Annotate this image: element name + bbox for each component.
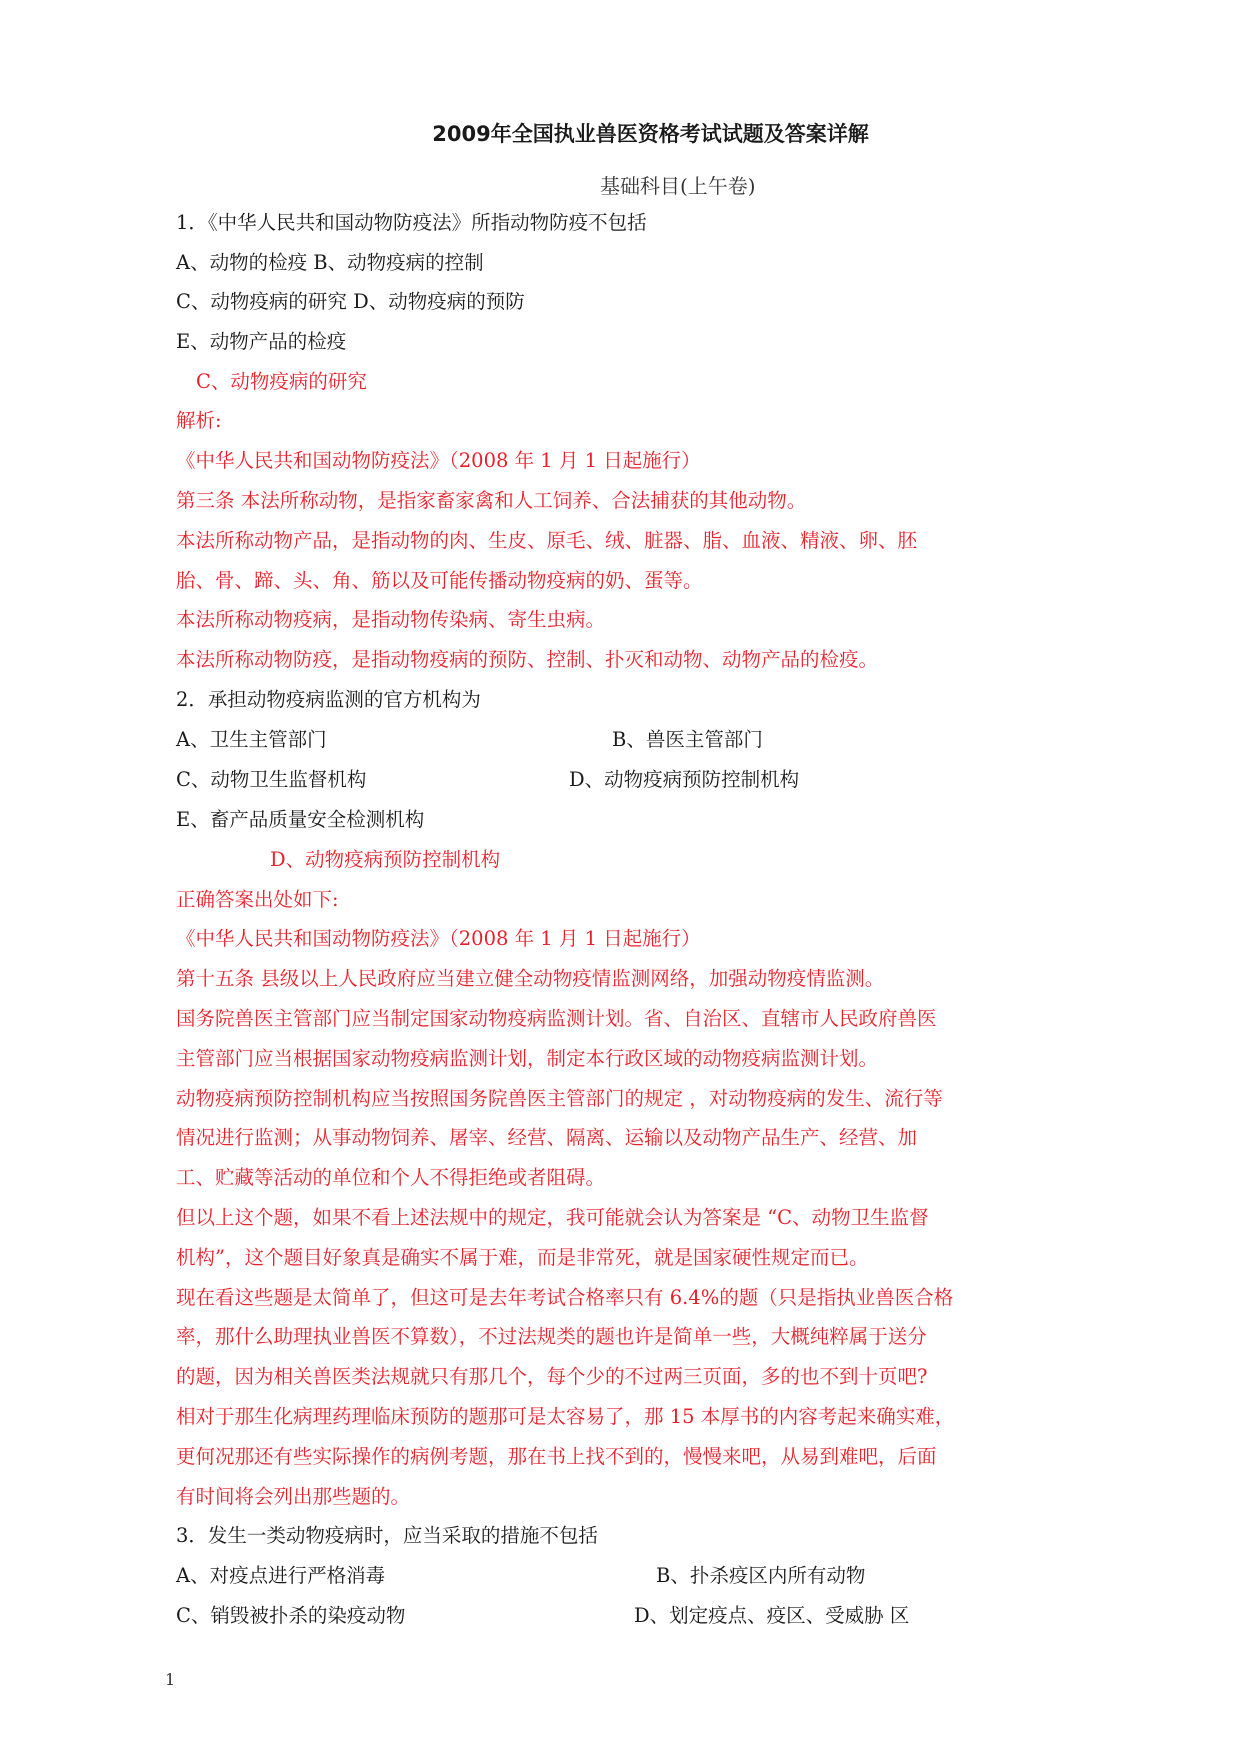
q2-text-3: 主管部门应当根据国家动物疫病监测计划，制定本行政区域的动物疫病监测计划。 — [176, 1047, 879, 1070]
question-3: 3．发生一类动物疫病时，应当采取的措施不包括 — [176, 1524, 598, 1547]
q2-option-c: C、动物卫生监督机构 — [176, 768, 367, 791]
document-subtitle: 基础科目(上午卷) — [600, 174, 756, 198]
q2-option-b: B、兽医主管部门 — [612, 728, 763, 751]
q1-text-3: 胎、骨、蹄、头、角、筋以及可能传播动物疫病的奶、蛋等。 — [176, 569, 703, 592]
q2-law-title: 《中华人民共和国动物防疫法》（2008 年 1 月 1 日起施行） — [176, 927, 701, 950]
q1-text-5: 本法所称动物防疫，是指动物疫病的预防、控制、扑灭和动物、动物产品的检疫。 — [176, 648, 879, 671]
q1-law-title: 《中华人民共和国动物防疫法》（2008 年 1 月 1 日起施行） — [176, 449, 701, 472]
question-1: 1．《中华人民共和国动物防疫法》所指动物防疫不包括 — [176, 211, 647, 234]
document-title: 2009年全国执业兽医资格考试试题及答案详解 — [432, 122, 869, 146]
q2-answer: D、动物疫病预防控制机构 — [270, 848, 501, 871]
q1-text-4: 本法所称动物疫病，是指动物传染病、寄生虫病。 — [176, 608, 606, 631]
q1-option-e: E、动物产品的检疫 — [176, 330, 347, 353]
q3-option-d: D、划定疫点、疫区、受威胁 区 — [634, 1604, 910, 1627]
q2-text-4: 动物疫病预防控制机构应当按照国务院兽医主管部门的规定 ，对动物疫病的发生、流行等 — [176, 1087, 943, 1110]
q1-options-ab: A、动物的检疫 B、动物疫病的控制 — [176, 251, 484, 274]
q1-answer: C、动物疫病的研究 — [196, 370, 367, 393]
q2-text-6: 工、贮藏等活动的单位和个人不得拒绝或者阻碍。 — [176, 1166, 606, 1189]
q2-text-1: 第十五条 县级以上人民政府应当建立健全动物疫情监测网络，加强动物疫情监测。 — [176, 967, 885, 990]
q2-text-14: 有时间将会列出那些题的。 — [176, 1485, 411, 1508]
q2-option-e: E、畜产品质量安全检测机构 — [176, 808, 425, 831]
q2-text-9: 现在看这些题是太简单了，但这可是去年考试合格率只有 6.4%的题（只是指执业兽医合格 — [176, 1286, 954, 1309]
q2-source-label: 正确答案出处如下: — [176, 888, 339, 911]
q2-text-11: 的题，因为相关兽医类法规就只有那几个，每个少的不过两三页面，多的也不到十页吧? — [176, 1365, 928, 1388]
q1-text-2: 本法所称动物产品，是指动物的肉、生皮、原毛、绒、脏器、脂、血液、精液、卵、胚 — [176, 529, 918, 552]
question-2: 2．承担动物疫病监测的官方机构为 — [176, 688, 481, 711]
q2-text-7: 但以上这个题，如果不看上述法规中的规定，我可能就会认为答案是 “C、动物卫生监督 — [176, 1206, 929, 1229]
q2-text-12: 相对于那生化病理药理临床预防的题那可是太容易了，那 15 本厚书的内容考起来确实难， — [176, 1405, 955, 1428]
q2-text-2: 国务院兽医主管部门应当制定国家动物疫病监测计划。省、自治区、直辖市人民政府兽医 — [176, 1007, 937, 1030]
q1-text-1: 第三条 本法所称动物，是指家畜家禽和人工饲养、合法捕获的其他动物。 — [176, 489, 807, 512]
page-number: 1 — [165, 1670, 176, 1689]
q2-text-13: 更何况那还有些实际操作的病例考题，那在书上找不到的，慢慢来吧，从易到难吧，后面 — [176, 1445, 937, 1468]
q2-option-a: A、卫生主管部门 — [176, 728, 327, 751]
q3-option-c: C、销毁被扑杀的染疫动物 — [176, 1604, 406, 1627]
q3-option-b: B、扑杀疫区内所有动物 — [656, 1564, 866, 1587]
q3-option-a: A、对疫点进行严格消毒 — [176, 1564, 386, 1587]
q1-analysis-label: 解析: — [176, 409, 222, 432]
q2-option-d: D、动物疫病预防控制机构 — [569, 768, 800, 791]
q2-text-5: 情况进行监测；从事动物饲养、屠宰、经营、隔离、运输以及动物产品生产、经营、加 — [176, 1126, 918, 1149]
q1-options-cd: C、动物疫病的研究 D、动物疫病的预防 — [176, 290, 525, 313]
q2-text-10: 率，那什么助理执业兽医不算数），不过法规类的题也许是简单一些，大概纯粹属于送分 — [176, 1325, 927, 1348]
q2-text-8: 机构”，这个题目好象真是确实不属于难，而是非常死，就是国家硬性规定而已。 — [176, 1246, 869, 1269]
